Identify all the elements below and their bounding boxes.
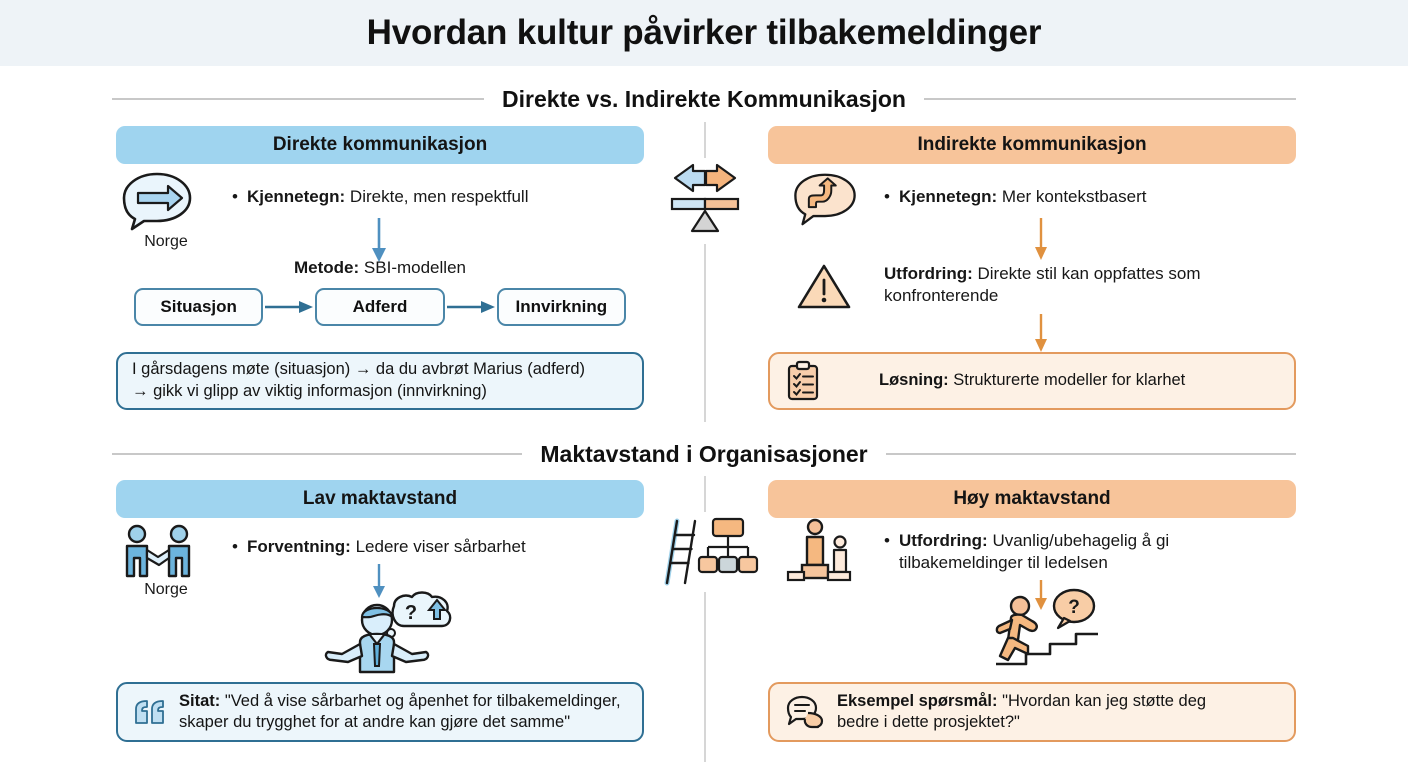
bullet-text	[247, 186, 529, 208]
bullet-high-power-challenge	[884, 530, 1264, 575]
panel-header-label: Høy maktavstand	[953, 488, 1111, 509]
chat-bubbles-icon	[786, 696, 824, 728]
speech-bubble-zigzag-arrow-icon	[790, 170, 860, 228]
challenge-line-1	[884, 263, 1244, 285]
sbi-step-label: Innvirkning	[515, 297, 608, 316]
panel-header-indirect	[768, 126, 1296, 164]
bullet-label: Utfordring:	[898, 531, 988, 550]
divider-rule-left	[112, 453, 522, 455]
svg-text:?: ?	[404, 602, 418, 624]
method-label: Metode:	[294, 258, 360, 277]
panel-header-direct	[116, 126, 644, 164]
bullet-dot: •	[232, 537, 238, 556]
section-title-power: Maktavstand i Organisasjoner	[540, 440, 868, 467]
bullet-value: Ledere viser sårbarhet	[355, 537, 526, 556]
bullet-low-power-expectation	[232, 536, 572, 558]
indirect-challenge	[884, 263, 1244, 308]
panel-header-low-power	[116, 480, 644, 518]
panel-header-label: Lav maktavstand	[302, 488, 458, 509]
challenge-line-1	[899, 531, 1169, 550]
clipboard-checklist-icon	[786, 361, 820, 401]
bullet-dot: •	[884, 187, 890, 206]
callout-low-power-quote	[116, 682, 644, 742]
svg-text:?: ?	[1068, 597, 1080, 618]
panel-header-label: Indirekte kommunikasjon	[917, 134, 1147, 155]
quote-value-1: "Ved å vise sårbarhet og åpenhet for tilbakemeldinger,	[224, 691, 621, 710]
balance-scale-two-arrows-icon	[650, 158, 760, 244]
solution-label: Løsning:	[879, 371, 949, 390]
quote-text	[179, 691, 621, 734]
quote-marks-icon	[134, 699, 166, 725]
panel-header-high-power	[768, 480, 1296, 518]
bullet-direct-characteristic	[232, 186, 562, 208]
challenge-label: Utfordring:	[884, 264, 973, 283]
bullet-label: Kjennetegn:	[898, 187, 998, 206]
title-banner	[0, 0, 1408, 66]
ladder-and-org-chart-icon	[650, 512, 760, 592]
bullet-dot: •	[232, 187, 238, 206]
page-title: Hvordan kultur påvirker tilbakemeldinger	[366, 13, 1042, 52]
panel-high-power-distance	[768, 480, 1296, 518]
bullet-label: Forventning:	[246, 537, 351, 556]
arrow-right-icon	[445, 297, 497, 317]
speech-bubble-straight-arrow-icon	[118, 170, 196, 232]
divider-rule-left	[112, 98, 484, 100]
sbi-step-label: Adferd	[352, 297, 408, 316]
arrow-down-icon	[1028, 216, 1054, 262]
bullet-text	[899, 530, 1169, 575]
arrow-right-icon	[263, 297, 315, 317]
panel-indirect-communication	[768, 126, 1296, 164]
bullet-indirect-characteristic	[884, 186, 1284, 208]
example-value-1: "Hvordan kan jeg støtte deg	[1002, 691, 1207, 710]
example-value-2: bedre i dette prosjektet?"	[837, 713, 1020, 731]
example-text	[837, 691, 1206, 734]
panel-direct-communication	[116, 126, 644, 164]
section-heading-communication	[112, 82, 1296, 116]
solution-text	[879, 370, 1185, 391]
callout-sbi-example	[116, 352, 644, 410]
section-heading-power	[112, 437, 1296, 471]
callout-indirect-solution	[768, 352, 1296, 410]
person-climbing-stairs-with-question-icon	[982, 588, 1102, 666]
country-tag-norway-direct	[118, 170, 214, 251]
method-line	[116, 258, 644, 278]
bullet-dot: •	[884, 531, 890, 550]
example-line-2: → gikk vi glipp av viktig informasjon (innvirkning)	[132, 382, 487, 400]
bullet-value-1: Uvanlig/ubehagelig å gi	[992, 531, 1170, 550]
example-line-1: I gårsdagens møte (situasjon) → da du avbrøt Marius (adferd)	[132, 360, 586, 379]
example-label: Eksempel spørsmål:	[837, 691, 998, 710]
warning-triangle-icon	[796, 262, 852, 312]
panel-low-power-distance	[116, 480, 644, 518]
sbi-step-situasjon[interactable]	[134, 288, 263, 326]
example-text	[132, 359, 585, 403]
quote-value-2: skaper du trygghet for at andre kan gjøre det samme"	[179, 713, 571, 731]
bullet-text	[247, 536, 526, 558]
podium-hierarchy-icon	[786, 518, 862, 586]
bullet-value-2: tilbakemeldinger til ledelsen	[898, 553, 1108, 573]
callout-high-power-example	[768, 682, 1296, 742]
method-value: SBI-modellen	[363, 258, 466, 277]
example-line-1	[837, 692, 1206, 710]
country-label: Norge	[144, 581, 188, 598]
sbi-step-innvirkning[interactable]	[497, 288, 626, 326]
sbi-model-flow	[134, 288, 626, 326]
quote-label: Sitat:	[179, 691, 221, 710]
bullet-value: Mer kontekstbasert	[1001, 187, 1147, 206]
bullet-value: Direkte, men respektfull	[349, 187, 529, 206]
solution-value: Strukturerte modeller for klarhet	[953, 371, 1186, 390]
challenge-text-1: Direkte stil kan oppfattes som	[977, 264, 1201, 283]
bullet-label: Kjennetegn:	[246, 187, 346, 206]
person-shrugging-with-thought-bubble-icon	[318, 592, 458, 674]
divider-rule-right	[924, 98, 1296, 100]
panel-header-label: Direkte kommunikasjon	[272, 134, 488, 155]
handshake-icon	[118, 524, 198, 580]
sbi-step-label: Situasjon	[160, 297, 237, 316]
challenge-line-2: konfronterende	[884, 286, 999, 306]
divider-rule-right	[886, 453, 1296, 455]
country-tag-norway-low-power	[118, 524, 214, 599]
bullet-text	[899, 186, 1147, 208]
section-title-communication: Direkte vs. Indirekte Kommunikasjon	[502, 85, 906, 112]
arrow-down-icon	[366, 216, 392, 264]
sbi-step-adferd[interactable]	[315, 288, 444, 326]
country-label: Norge	[144, 233, 188, 250]
arrow-down-icon	[1028, 312, 1054, 354]
quote-line-1	[179, 692, 621, 710]
